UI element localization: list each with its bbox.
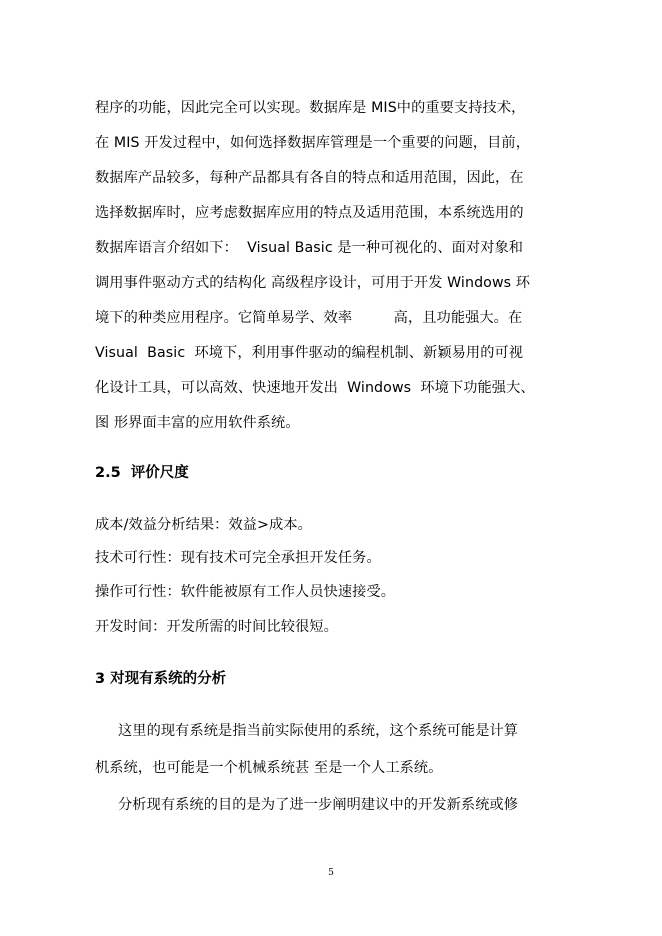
paragraph-line: 在 MIS 开发过程中，如何选择数据库管理是一个重要的问题，目前，	[95, 135, 531, 151]
criteria-item: 操作可行性：软件能被原有工作人员快速接受。	[95, 584, 396, 600]
page-number: 5	[328, 868, 334, 878]
section-heading-3: 3 对现有系统的分析	[95, 671, 227, 687]
paragraph-line: 数据库产品较多，每种产品都具有各自的特点和适用范围，因此，在	[95, 170, 524, 186]
paragraph-line: 这里的现有系统是指当前实际使用的系统，这个系统可能是计算	[118, 723, 519, 739]
paragraph-line: Visual Basic 环境下，利用事件驱动的编程机制、新颖易用的可视	[95, 345, 524, 361]
paragraph-line: 数据库语言介绍如下： Visual Basic 是一种可视化的、面对对象和	[95, 240, 524, 256]
paragraph-line: 选择数据库时，应考虑数据库应用的特点及适用范围，本系统选用的	[95, 205, 524, 221]
paragraph-line: 境下的种类应用程序。它简单易学、效率 高，且功能强大。在	[95, 310, 523, 326]
paragraph-line: 调用事件驱动方式的结构化 高级程序设计，可用于开发 Windows 环	[95, 275, 531, 291]
paragraph-line: 化设计工具，可以高效、快速地开发出 Windows 环境下功能强大、	[95, 380, 535, 396]
criteria-item: 开发时间：开发所需的时间比较很短。	[95, 619, 338, 635]
criteria-item: 技术可行性：现有技术可完全承担开发任务。	[95, 550, 381, 566]
paragraph-line: 分析现有系统的目的是为了进一步阐明建议中的开发新系统或修	[118, 797, 519, 813]
paragraph-line: 图 形界面丰富的应用软件系统。	[95, 415, 300, 431]
paragraph-line: 程序的功能，因此完全可以实现。数据库是 MIS中的重要支持技术，	[95, 100, 526, 116]
criteria-item: 成本/效益分析结果：效益>成本。	[95, 517, 312, 533]
paragraph-line: 机系统，也可能是一个机械系统甚 至是一个人工系统。	[95, 760, 443, 776]
section-heading-2-5: 2.5 评价尺度	[95, 465, 189, 481]
